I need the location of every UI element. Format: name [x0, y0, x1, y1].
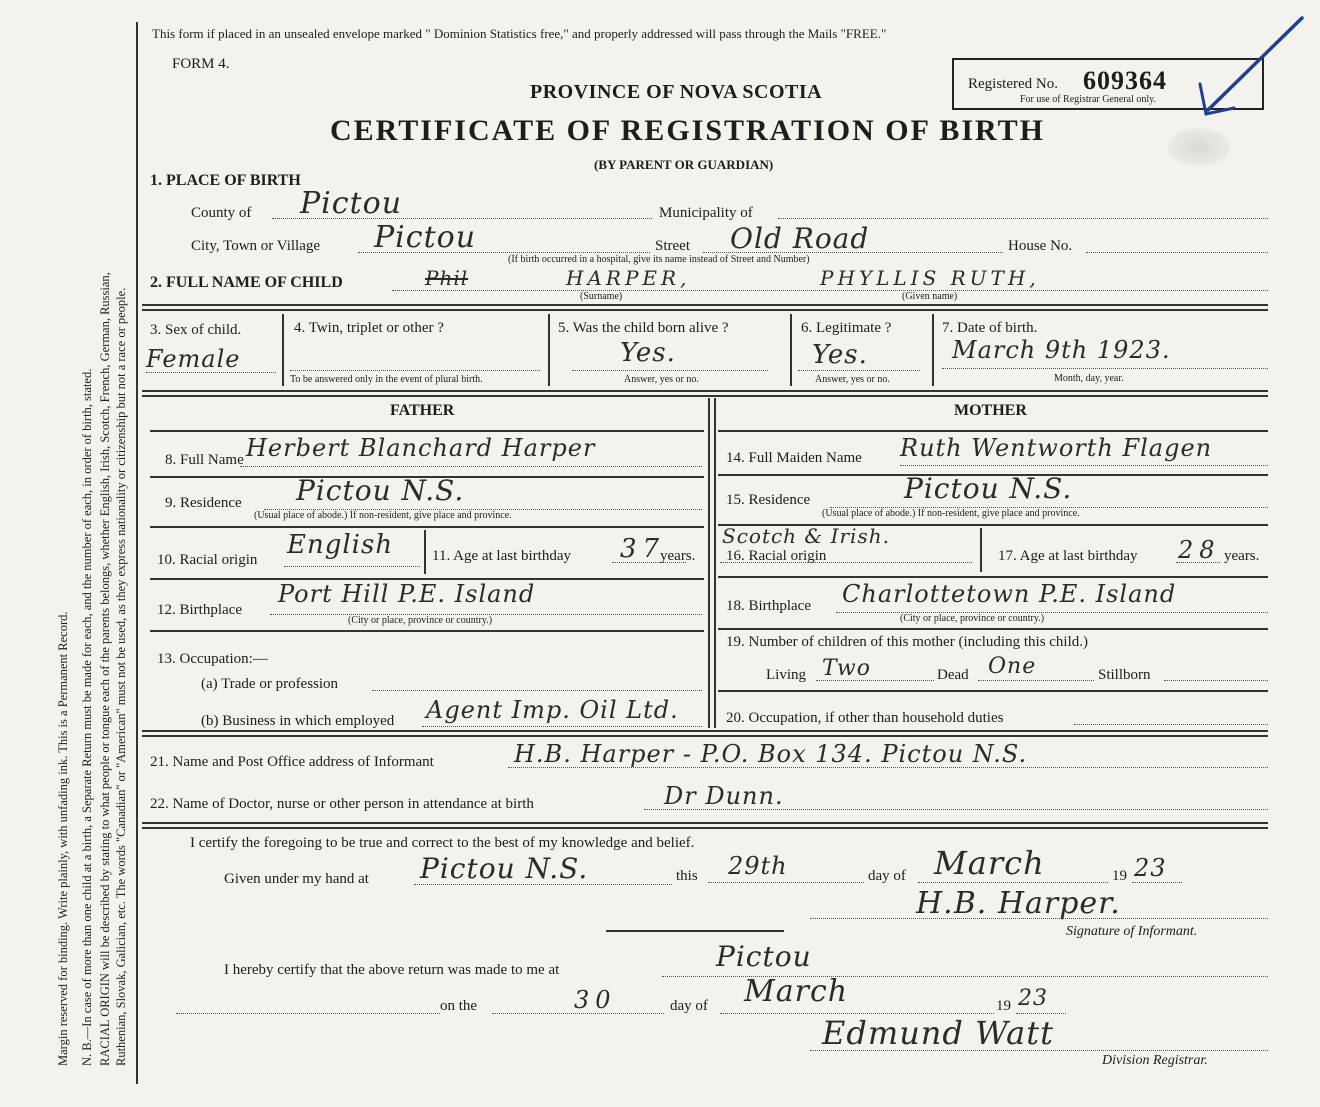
cert-month-value: March — [934, 844, 1045, 882]
father-trade-label: (a) Trade or profession — [201, 676, 339, 692]
mother-residence-label: 15. Residence — [726, 492, 811, 508]
city-value: Pictou — [374, 220, 477, 255]
arrow-mark-icon — [1190, 14, 1310, 124]
mail-note: This form if placed in an unsealed envelope marked " Dominion Statistics free," and properly addressed will pass through the Mails "FREE." — [152, 26, 887, 41]
father-race-value: English — [287, 530, 394, 560]
father-birthplace-label: 12. Birthplace — [157, 602, 242, 618]
registered-number: 609364 — [1083, 66, 1167, 95]
mother-age-label: 17. Age at last birthday — [998, 548, 1138, 564]
cert-day-value: 29th — [728, 852, 788, 880]
alive-label: 5. Was the child born alive ? — [558, 320, 729, 336]
father-residence-note: (Usual place of abode.) If non-resident, give place and province. — [254, 510, 512, 521]
margin-note-separate-return: N. B.—In case of more than one child at a birth, a Separate Return must be made for each, and the number of each, in order of birth, stated. — [80, 368, 94, 1066]
living-label: Living — [766, 667, 806, 683]
registrar-place-value: Pictou — [716, 940, 812, 973]
divider-top-row3b — [142, 309, 1268, 311]
child-surname: HARPER, — [566, 266, 691, 290]
mother-birthplace-note: (City or place, province or country.) — [900, 613, 1045, 624]
child-given-name: PHYLLIS RUTH, — [820, 266, 1040, 290]
page-title: CERTIFICATE OF REGISTRATION OF BIRTH — [330, 114, 1045, 147]
living-value: Two — [822, 656, 871, 681]
registrar-year-value: 23 — [1018, 986, 1048, 1011]
father-name-label: 8. Full Name — [165, 452, 244, 468]
sex-value: Female — [146, 345, 241, 373]
mother-residence-note: (Usual place of abode.) If non-resident, give place and province. — [822, 508, 1080, 519]
this-label: this — [676, 868, 698, 884]
twin-note: To be answered only in the event of plural birth. — [290, 374, 483, 385]
registrar-note: For use of Registrar General only. — [1020, 94, 1156, 105]
father-name-value: Herbert Blanchard Harper — [246, 434, 596, 462]
father-race-label: 10. Racial origin — [157, 552, 258, 568]
divider-top-row3 — [142, 304, 1268, 306]
father-residence-value: Pictou N.S. — [296, 474, 465, 507]
form-number: FORM 4. — [172, 56, 230, 72]
cert-year-prefix: 19 — [1112, 868, 1127, 884]
registrar-dayof-label: day of — [670, 998, 708, 1014]
alive-value: Yes. — [620, 338, 676, 368]
registrar-caption: Division Registrar. — [1102, 1053, 1208, 1068]
mother-residence-value: Pictou N.S. — [904, 472, 1073, 505]
margin-note-racial-origin: RACIAL ORIGIN will be described by stating to what people or tongue each of the parents belongs, whether English, Irish, Scotch, French, German, Russian, — [98, 272, 112, 1066]
registrar-signature: Edmund Watt — [822, 1014, 1054, 1052]
cert-year-value: 23 — [1134, 854, 1167, 882]
faint-stamp — [1168, 128, 1230, 166]
doctor-label: 22. Name of Doctor, nurse or other person in attendance at birth — [150, 796, 534, 812]
given-caption: (Given name) — [902, 291, 958, 302]
father-business-value: Agent Imp. Oil Ltd. — [426, 696, 679, 724]
informant-value: H.B. Harper - P.O. Box 134. Pictou N.S. — [514, 740, 1028, 768]
given-place-value: Pictou N.S. — [420, 852, 589, 885]
doctor-value: Dr Dunn. — [664, 782, 784, 810]
margin-note-racial-origin-cont: Ruthenian, Slovak, Galician, etc. The words "Canadian" or "American" must not be used, as they express nationality or citizenship but not a race or people. — [114, 287, 128, 1066]
street-label: Street — [655, 238, 690, 254]
municipality-label: Municipality of — [659, 205, 753, 221]
mother-age-years: years. — [1224, 548, 1260, 564]
dob-label: 7. Date of birth. — [942, 320, 1038, 336]
father-birthplace-value: Port Hill P.E. Island — [278, 580, 536, 608]
sex-label: 3. Sex of child. — [150, 322, 242, 338]
mother-race-label: 16. Racial origin — [726, 548, 827, 564]
mother-name-value: Ruth Wentworth Flagen — [900, 434, 1213, 462]
registrar-month-value: March — [744, 974, 849, 1009]
father-heading: FATHER — [390, 402, 455, 419]
informant-signature-caption: Signature of Informant. — [1066, 924, 1198, 939]
place-of-birth-heading: 1. PLACE OF BIRTH — [150, 172, 301, 189]
given-under-label: Given under my hand at — [224, 871, 369, 887]
street-value: Old Road — [730, 222, 870, 255]
dead-value: One — [988, 654, 1037, 679]
informant-signature: H.B. Harper. — [916, 886, 1121, 921]
father-business-label: (b) Business in which employed — [201, 713, 395, 729]
alive-note: Answer, yes or no. — [624, 374, 699, 385]
legitimate-value: Yes. — [812, 340, 868, 370]
mother-birthplace-value: Charlottetown P.E. Island — [842, 580, 1177, 608]
registrar-on-label: on the — [440, 998, 478, 1014]
informant-label: 21. Name and Post Office address of Informant — [150, 754, 434, 770]
margin-border — [136, 22, 138, 1084]
certification-statement: I certify the foregoing to be true and correct to the best of my knowledge and belief. — [190, 835, 695, 851]
twin-label: 4. Twin, triplet or other ? — [294, 320, 444, 336]
father-age-label: 11. Age at last birthday — [432, 548, 571, 564]
dob-note: Month, day, year. — [1054, 373, 1124, 384]
house-label: House No. — [1008, 238, 1073, 254]
mother-heading: MOTHER — [954, 402, 1027, 419]
separator-rule — [606, 930, 784, 932]
child-name-label: 2. FULL NAME OF CHILD — [150, 274, 343, 291]
page-subtitle: (BY PARENT OR GUARDIAN) — [594, 157, 774, 172]
father-birthplace-note: (City or place, province or country.) — [348, 615, 493, 626]
father-occupation-label: 13. Occupation:— — [157, 651, 268, 667]
child-name-struck: Phil — [425, 266, 469, 290]
margin-note-binding: Margin reserved for binding. Write plainly, with unfading ink. This is a Permanent Record. — [56, 611, 70, 1066]
registered-label: Registered No. — [968, 76, 1058, 92]
mother-race-extra: Scotch & Irish. — [722, 524, 890, 548]
cert-dayof-label: day of — [868, 868, 906, 884]
father-age-value: 37 — [620, 534, 666, 564]
mother-age-value: 28 — [1178, 536, 1221, 564]
father-age-years: years. — [660, 548, 696, 564]
province-title: PROVINCE OF NOVA SCOTIA — [530, 81, 823, 103]
registrar-year-prefix: 19 — [996, 998, 1011, 1014]
county-label: County of — [191, 205, 252, 221]
dob-value: March 9th 1923. — [952, 336, 1171, 364]
dead-label: Dead — [937, 667, 969, 683]
surname-caption: (Surname) — [580, 291, 623, 302]
registrar-statement: I hereby certify that the above return was made to me at — [224, 962, 560, 978]
column-divider — [708, 398, 710, 728]
legitimate-label: 6. Legitimate ? — [801, 320, 892, 336]
children-count-label: 19. Number of children of this mother (including this child.) — [726, 634, 1089, 650]
hospital-note: (If birth occurred in a hospital, give its name instead of Street and Number) — [508, 254, 810, 265]
city-label: City, Town or Village — [191, 238, 321, 254]
county-value: Pictou — [300, 186, 403, 221]
stillborn-label: Stillborn — [1098, 667, 1151, 683]
registrar-day-value: 30 — [574, 986, 617, 1014]
mother-birthplace-label: 18. Birthplace — [726, 598, 811, 614]
mother-name-label: 14. Full Maiden Name — [726, 450, 862, 466]
mother-occupation-label: 20. Occupation, if other than household duties — [726, 710, 1004, 726]
legitimate-note: Answer, yes or no. — [815, 374, 890, 385]
father-residence-label: 9. Residence — [165, 495, 242, 511]
